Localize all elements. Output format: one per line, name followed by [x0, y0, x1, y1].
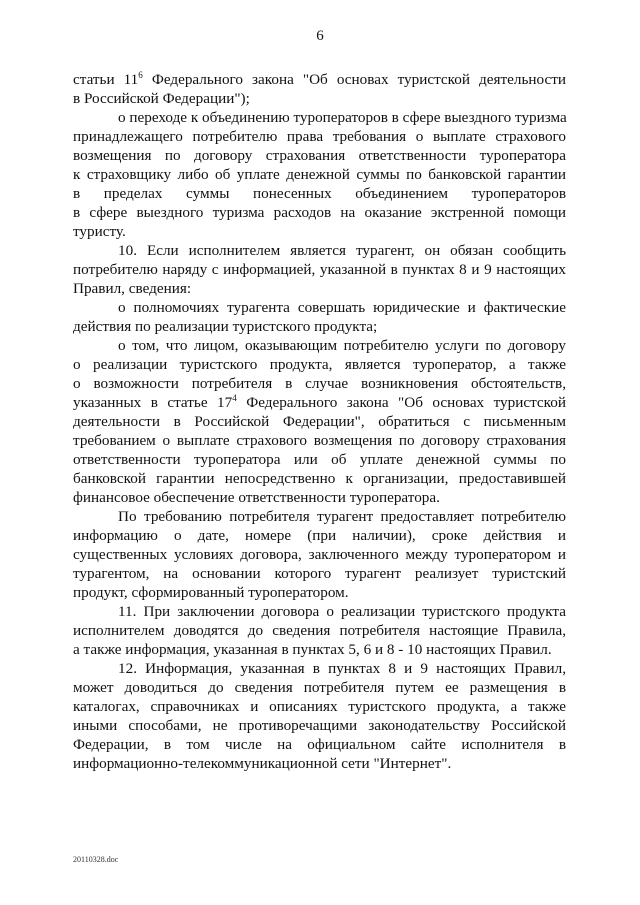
page-number: 6: [316, 28, 324, 44]
paragraph-p1: [73, 70, 566, 108]
text-line: [73, 507, 566, 526]
text-run: каталогах, справочниках и описаниях туристского продукта, а также: [73, 698, 566, 715]
text-run: банковской гарантии непосредственно к организации, предоставившей: [73, 470, 566, 487]
text-run: в пределах суммы понесенных объединением туроператоров: [73, 185, 566, 202]
text-line: [73, 621, 566, 640]
text-run: Правил, сведения:: [73, 280, 192, 297]
text-line: [73, 146, 566, 165]
text-run: финансовое обеспечение ответственности туроператора.: [73, 489, 440, 506]
text-line: [73, 374, 566, 393]
text-line: [73, 336, 566, 355]
text-run: информационно-телекоммуникационной сети "Интернет".: [73, 755, 452, 772]
text-line: [73, 203, 566, 222]
text-line: [73, 279, 566, 298]
text-run: Федерального закона "Об основах туристской: [236, 394, 566, 411]
text-line: [73, 317, 566, 336]
text-run: Федерального закона "Об основах туристской деятельности: [142, 71, 566, 88]
paragraph-p7: [73, 602, 566, 659]
text-run: возмещения по договору страхования ответственности туроператора: [73, 147, 566, 164]
paragraph-p5: [73, 336, 566, 507]
text-run: потребителю наряду с информацией, указанной в пунктах 8 и 9 настоящих: [73, 261, 566, 278]
text-line: [73, 602, 566, 621]
text-run: 10. Если исполнителем является турагент, он обязан сообщить: [118, 242, 566, 259]
text-run: продукт, сформированный туроператором.: [73, 584, 349, 601]
text-run: 12. Информация, указанная в пунктах 8 и 9 настоящих Правил,: [118, 660, 566, 677]
text-line: [73, 222, 566, 241]
text-line: [73, 165, 566, 184]
text-line: [73, 393, 566, 412]
text-line: [73, 735, 566, 754]
document-body: [73, 70, 566, 773]
text-run: может доводиться до сведения потребителя путем ее размещения в: [73, 679, 566, 696]
text-line: [73, 412, 566, 431]
superscript: 6: [138, 70, 143, 80]
text-line: [73, 298, 566, 317]
text-run: о том, что лицом, оказывающим потребителю услуги по договору: [118, 337, 566, 354]
text-line: [73, 716, 566, 735]
text-run: действия по реализации туристского продукта;: [73, 318, 378, 335]
text-run: существенных условиях договора, заключенного между туроператором и: [73, 546, 566, 563]
text-run: статьи 11: [73, 71, 139, 88]
text-line: [73, 184, 566, 203]
text-run: ответственности туроператора или об уплате денежной суммы по: [73, 451, 566, 468]
text-line: [73, 89, 566, 108]
text-run: деятельности в Российской Федерации", обратиться с письменным: [73, 413, 566, 430]
text-run: туристу.: [73, 223, 126, 240]
text-run: к страховщику либо об уплате денежной суммы по банковской гарантии: [73, 166, 566, 183]
text-run: исполнителем доводятся до сведения потребителя настоящие Правила,: [73, 622, 566, 639]
text-line: [73, 678, 566, 697]
text-run: в Российской Федерации");: [73, 90, 250, 107]
text-run: требованием о выплате страхового возмещения по договору страхования: [73, 432, 566, 449]
text-line: [73, 108, 566, 127]
text-line: [73, 564, 566, 583]
text-run: иными способами, не противоречащими законодательству Российской: [73, 717, 566, 734]
text-run: информацию о дате, номере (при наличии), сроке действия и: [73, 527, 566, 544]
text-line: [73, 488, 566, 507]
text-run: в сфере выездного туризма расходов на оказание экстренной помощи: [73, 204, 566, 221]
text-line: [73, 450, 566, 469]
text-line: [73, 355, 566, 374]
text-run: о возможности потребителя в случае возникновения обстоятельств,: [73, 375, 566, 392]
text-run: указанных в статье 17: [73, 394, 233, 411]
text-run: Федерации, в том числе на официальном сайте исполнителя в: [73, 736, 566, 753]
text-run: турагентом, на основании которого турагент реализует туристский: [73, 565, 566, 582]
superscript: 4: [232, 393, 237, 403]
text-run: 11. При заключении договора о реализации туристского продукта: [118, 603, 566, 620]
text-line: [73, 127, 566, 146]
paragraph-p2: [73, 108, 566, 241]
file-reference: 20110328.doc: [73, 855, 119, 864]
text-line: [73, 659, 566, 678]
paragraph-p6: [73, 507, 566, 602]
paragraph-p4: [73, 298, 566, 336]
text-run: а также информация, указанная в пунктах 5, 6 и 8 - 10 настоящих Правил.: [73, 641, 552, 658]
text-line: [73, 70, 566, 89]
text-line: [73, 697, 566, 716]
text-run: принадлежащего потребителю права требования о выплате страхового: [73, 128, 566, 145]
text-run: о реализации туристского продукта, является туроператор, а также: [73, 356, 566, 373]
text-line: [73, 241, 566, 260]
paragraph-p3: [73, 241, 566, 298]
text-line: [73, 526, 566, 545]
text-line: [73, 640, 566, 659]
text-line: [73, 545, 566, 564]
text-line: [73, 431, 566, 450]
text-line: [73, 583, 566, 602]
paragraph-p8: [73, 659, 566, 773]
text-run: По требованию потребителя турагент предоставляет потребителю: [118, 508, 566, 525]
text-line: [73, 469, 566, 488]
text-run: о переходе к объединению туроператоров в сфере выездного туризма: [118, 109, 567, 126]
text-line: [73, 754, 566, 773]
text-line: [73, 260, 566, 279]
text-run: о полномочиях турагента совершать юридические и фактические: [118, 299, 566, 316]
